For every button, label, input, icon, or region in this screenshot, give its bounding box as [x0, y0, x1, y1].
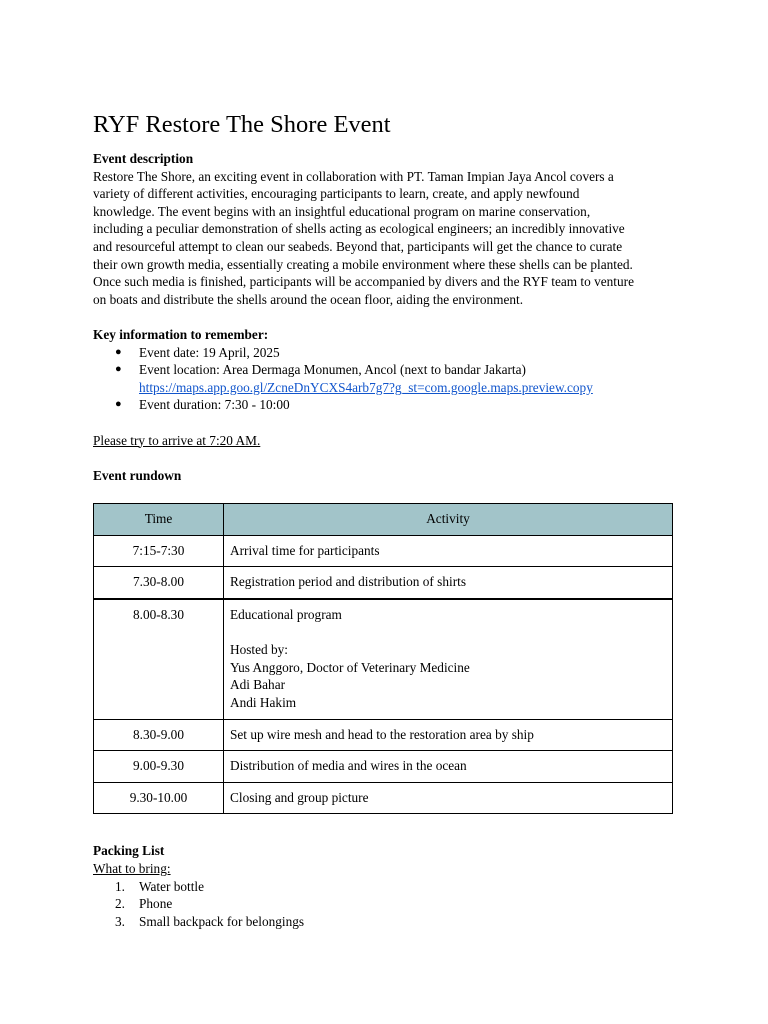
page-title: RYF Restore The Shore Event — [93, 111, 391, 138]
key-info-section — [93, 326, 673, 414]
description-line: Once such media is finished, participants will be accompanied by divers and the RYF team to venture — [93, 274, 634, 290]
list-item-date — [93, 344, 673, 362]
key-info-list — [93, 344, 673, 414]
activity-column-header: Activity — [224, 504, 673, 536]
time-cell: 7:15-7:30 — [94, 535, 224, 567]
description-line: including a peculiar demonstration of shells acting as ecological engineers; an incredibly innovative — [93, 221, 625, 237]
table-row — [94, 719, 673, 751]
event-location-text: Event location: Area Dermaga Monumen, Ancol (next to bandar Jakarta) — [139, 362, 526, 378]
activity-cell: Distribution of media and wires in the ocean — [224, 751, 673, 783]
list-number: 3. — [115, 913, 125, 929]
description-line: on boats and distribute the shells around the ocean floor, aiding the environment. — [93, 291, 524, 307]
packing-list-section — [93, 842, 673, 930]
bullet-icon: ● — [115, 363, 122, 376]
list-number: 1. — [115, 878, 125, 894]
packing-list-heading: Packing List — [93, 843, 165, 859]
list-item — [93, 895, 673, 913]
packing-list — [93, 878, 673, 931]
description-line: variety of different activities, encouraging participants to learn, create, and apply newfound — [93, 186, 580, 202]
bullet-icon: ● — [115, 345, 122, 358]
activity-cell: Set up wire mesh and head to the restoration area by ship — [224, 719, 673, 751]
table-row — [94, 535, 673, 567]
activity-cell: Registration period and distribution of shirts — [224, 567, 673, 599]
spacer — [93, 449, 673, 467]
description-line: and resourceful attempt to clean our seabeds. Beyond that, participants will get the chance to curate — [93, 238, 623, 254]
time-cell: 9.30-10.00 — [94, 782, 224, 814]
list-item-duration — [93, 396, 673, 414]
event-description-text — [93, 168, 673, 309]
activity-cell: Closing and group picture — [224, 782, 673, 814]
event-description-section — [93, 150, 673, 308]
table-row — [94, 567, 673, 599]
event-duration-text: Event duration: 7:30 - 10:00 — [139, 397, 290, 413]
spacer — [93, 308, 673, 326]
event-description-heading: Event description — [93, 151, 194, 166]
time-cell: 7.30-8.00 — [94, 567, 224, 599]
event-rundown-heading: Event rundown — [93, 467, 182, 483]
time-cell: 8.30-9.00 — [94, 719, 224, 751]
list-item — [93, 878, 673, 896]
spacer — [93, 414, 673, 432]
packing-list-subheading: What to bring: — [93, 861, 171, 876]
activity-cell: Arrival time for participants — [224, 535, 673, 567]
packing-item-label: Small backpack for belongings — [139, 913, 305, 929]
table-header-row — [94, 504, 673, 536]
table-row — [94, 782, 673, 814]
table-row — [94, 599, 673, 719]
time-column-header: Time — [94, 504, 224, 536]
document-page — [93, 110, 673, 930]
rundown-table — [93, 503, 673, 814]
list-item-location — [93, 361, 673, 396]
table-row — [94, 751, 673, 783]
description-line: their own growth media, essentially creating a mobile environment where these shells can be planted. — [93, 256, 633, 272]
event-date-text: Event date: 19 April, 2025 — [139, 344, 280, 360]
hosted-by-label: Hosted by: — [230, 642, 288, 658]
bullet-icon: ● — [115, 398, 122, 411]
arrival-note: Please try to arrive at 7:20 AM. — [93, 432, 261, 448]
list-item — [93, 913, 673, 931]
list-number: 2. — [115, 896, 125, 912]
map-link[interactable]: https://maps.app.goo.gl/ZcneDnYCXS4arb7g7?g_st=com.google.maps.preview.copy — [139, 379, 593, 395]
host-name: Andi Hakim — [230, 695, 297, 711]
packing-item-label: Water bottle — [139, 878, 205, 894]
description-line: Restore The Shore, an exciting event in collaboration with PT. Taman Impian Jaya Ancol covers a — [93, 168, 614, 184]
packing-item-label: Phone — [139, 896, 173, 912]
spacer — [230, 624, 666, 642]
activity-cell — [224, 599, 673, 719]
host-name: Adi Bahar — [230, 677, 286, 693]
description-line: knowledge. The event begins with an insightful educational program on marine conservation, — [93, 203, 591, 219]
spacer — [93, 814, 673, 842]
time-cell: 9.00-9.30 — [94, 751, 224, 783]
activity-title: Educational program — [230, 607, 342, 623]
host-name: Yus Anggoro, Doctor of Veterinary Medicine — [230, 659, 470, 675]
time-cell: 8.00-8.30 — [94, 599, 224, 719]
key-info-heading: Key information to remember: — [93, 326, 269, 342]
